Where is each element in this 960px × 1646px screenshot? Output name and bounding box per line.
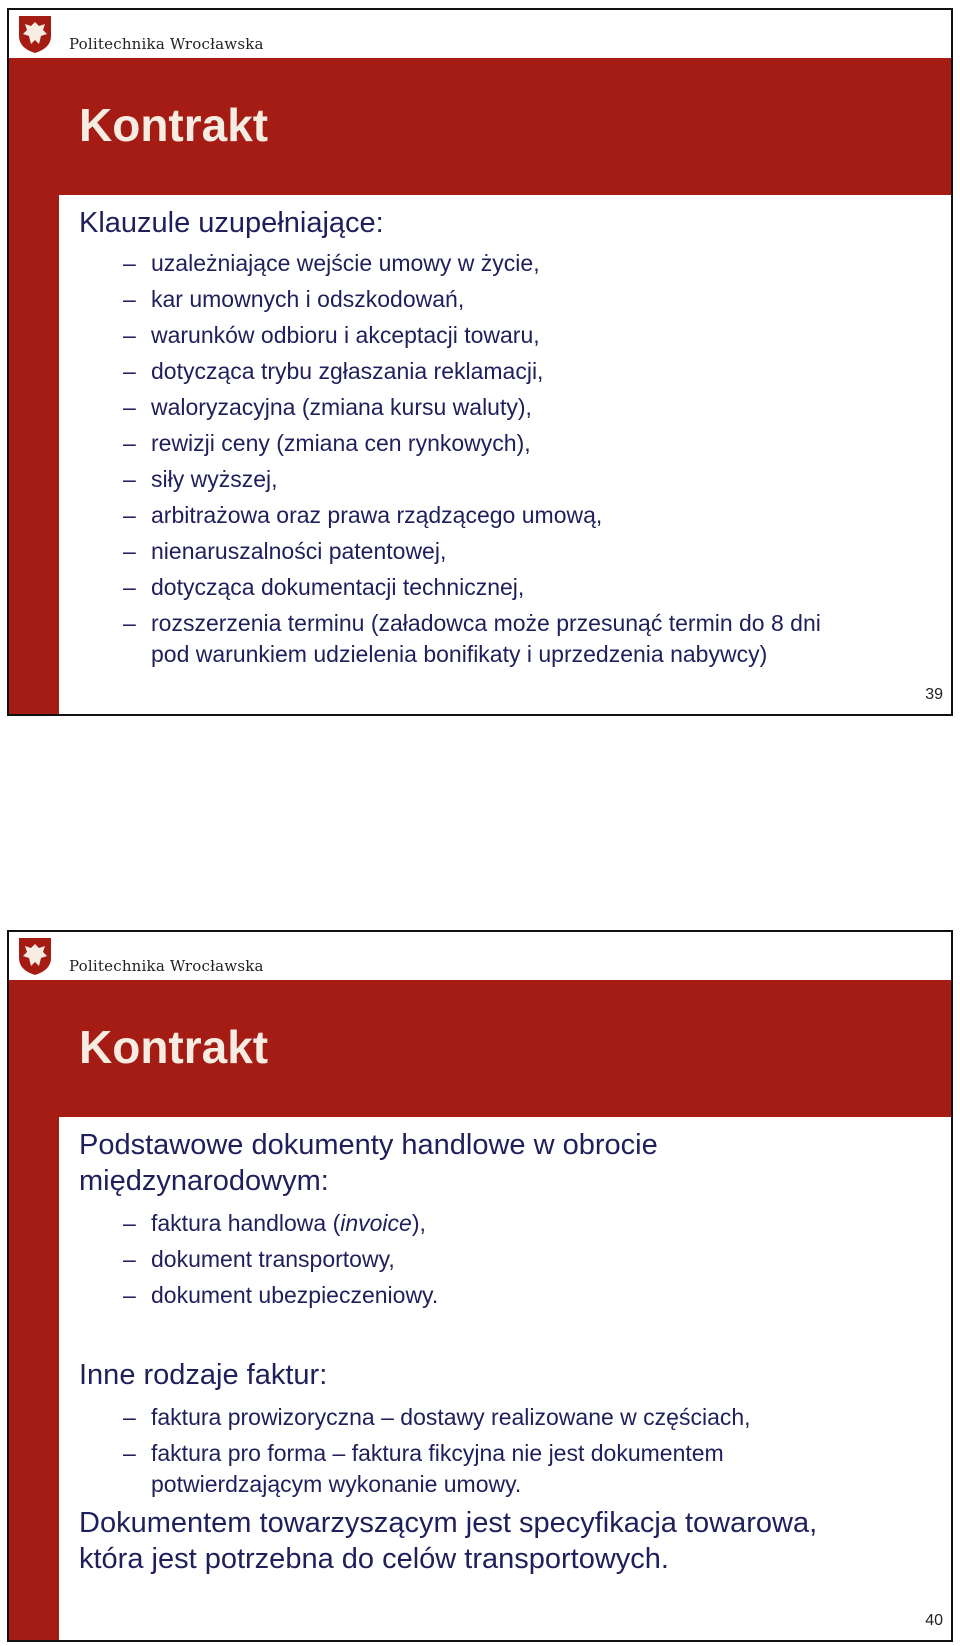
list-item: siły wyższej, [151,466,278,492]
list-item: uzależniające wejście umowy w życie, [151,250,540,276]
slide-title: Kontrakt [79,99,269,151]
crest-icon [17,14,53,54]
dash: – [123,538,136,564]
section-heading-continued: międzynarodowym: [79,1165,329,1197]
dash: – [123,1246,136,1272]
list-item: dotycząca trybu zgłaszania reklamacji, [151,358,544,384]
page-number: 40 [925,1612,943,1629]
list-item: faktura pro forma – faktura fikcyjna nie jest dokumentem [151,1440,724,1466]
list-item: waloryzacyjna (zmiana kursu waluty), [151,394,532,420]
university-name: Politechnika Wrocławska [69,35,264,53]
list-item: dotycząca dokumentacji technicznej, [151,574,525,600]
dash: – [123,502,136,528]
invoice-italic: invoice [340,1210,412,1236]
slide-header [9,932,951,980]
slide-title: Kontrakt [79,1021,269,1073]
section-heading: Podstawowe dokumenty handlowe w obrocie [79,1129,658,1161]
section-heading: Inne rodzaje faktur: [79,1359,328,1391]
dash: – [123,466,136,492]
list-item-continued: potwierdzającym wykonanie umowy. [151,1471,522,1497]
list-item: arbitrażowa oraz prawa rządzącego umową, [151,502,603,528]
list-item: warunków odbioru i akceptacji towaru, [151,322,540,348]
dash: – [123,358,136,384]
slide-content [59,195,951,714]
slide-content [59,1117,951,1640]
slide-header [9,10,951,58]
list-item: faktura prowizoryczna – dostawy realizowane w częściach, [151,1404,751,1430]
slide-39 [7,8,953,716]
left-accent-bar [9,10,59,714]
dash: – [123,286,136,312]
invoice-text: faktura handlowa ( [151,1210,341,1236]
invoice-suffix: ), [411,1210,426,1236]
list-item: rewizji ceny (zmiana cen rynkowych), [151,430,531,456]
dash: – [123,394,136,420]
list-item-invoice [151,1207,426,1239]
list-item: nienaruszalności patentowej, [151,538,447,564]
section-heading: Klauzule uzupełniające: [79,207,384,239]
dash: – [123,1440,136,1466]
list-item: kar umownych i odszkodowań, [151,286,465,312]
dash: – [123,322,136,348]
dash: – [123,574,136,600]
page-number: 39 [925,686,943,703]
dash: – [123,1404,136,1430]
title-band [59,980,951,1117]
left-accent-bar [9,932,59,1640]
slide-40 [7,930,953,1642]
list-item: dokument transportowy, [151,1246,395,1272]
dash: – [123,1282,136,1308]
dash: – [123,610,136,636]
title-band [59,58,951,195]
list-item-continued: pod warunkiem udzielenia bonifikaty i uprzedzenia nabywcy) [151,641,768,667]
university-name: Politechnika Wrocławska [69,957,264,975]
list-item: dokument ubezpieczeniowy. [151,1282,439,1308]
crest-icon [17,936,53,976]
dash: – [123,430,136,456]
dash: – [123,250,136,276]
closing-text: Dokumentem towarzyszącym jest specyfikacja towarowa, [79,1507,818,1539]
list-item: rozszerzenia terminu (załadowca może przesunąć termin do 8 dni [151,610,821,636]
closing-text-continued: która jest potrzebna do celów transportowych. [79,1543,669,1575]
dash: – [123,1210,136,1236]
